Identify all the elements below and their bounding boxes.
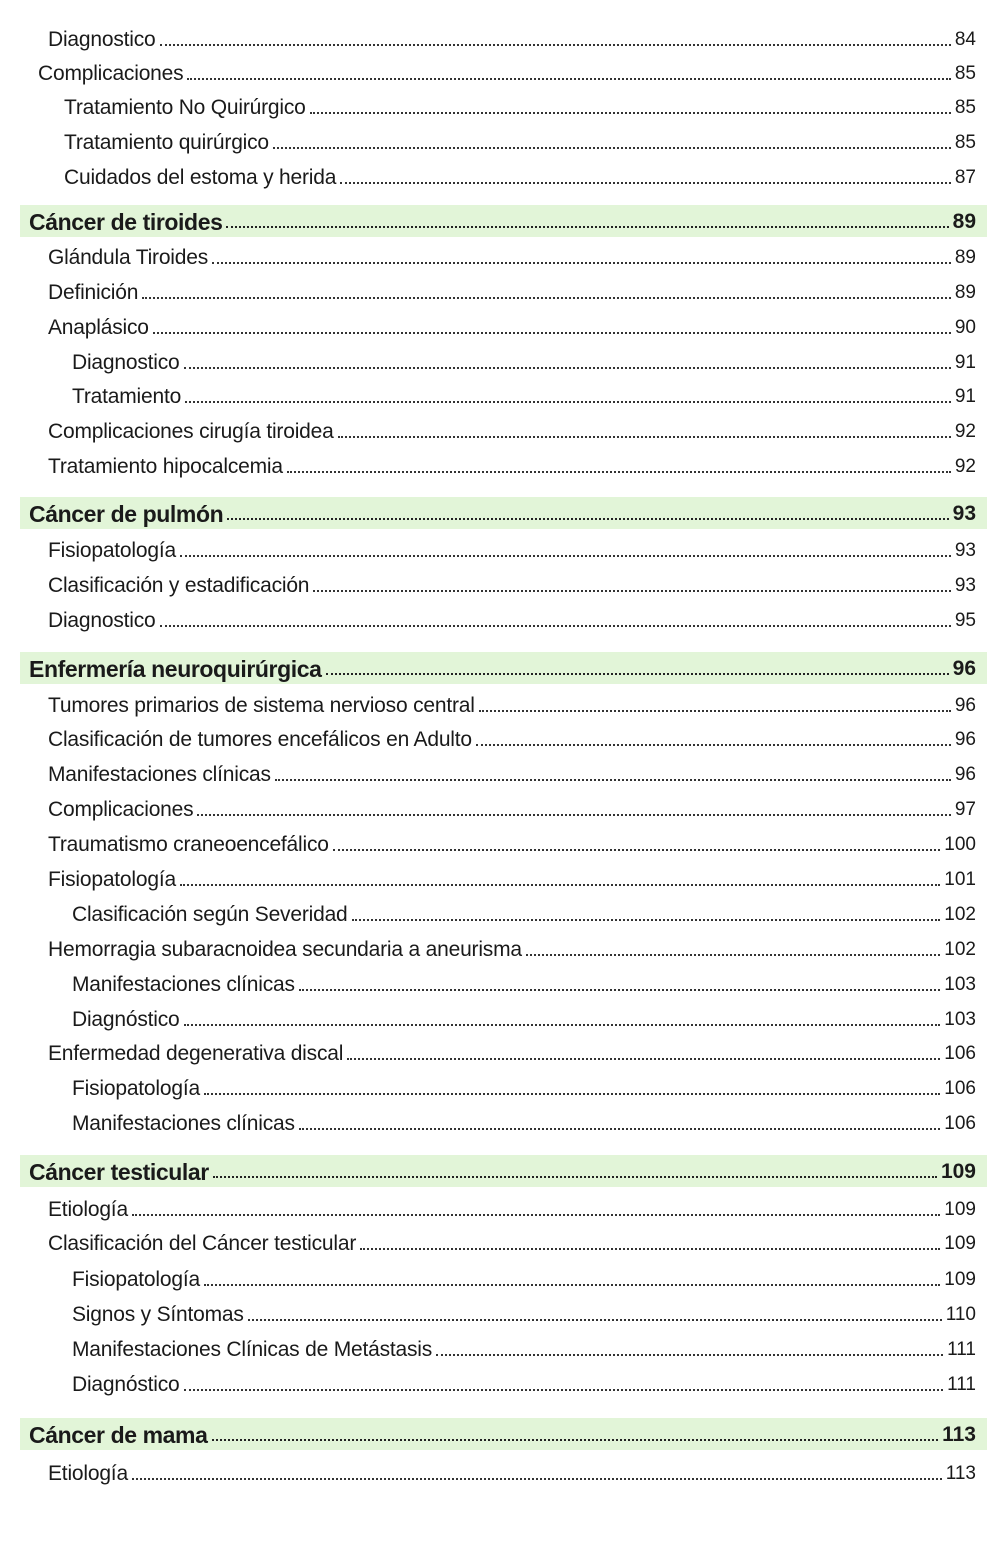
- toc-entry[interactable]: [0, 570, 1007, 602]
- toc-entry[interactable]: [0, 1458, 1007, 1490]
- toc-page-number: 102: [944, 904, 976, 925]
- dot-leader: [132, 1214, 940, 1216]
- toc-entry[interactable]: [0, 127, 1007, 159]
- toc-entry[interactable]: [0, 451, 1007, 483]
- toc-page-number: 93: [954, 540, 976, 561]
- toc-entry[interactable]: [0, 690, 1007, 722]
- toc-page-number: 109: [944, 1233, 976, 1254]
- dot-leader: [326, 673, 949, 675]
- toc-page-number: 91: [954, 386, 976, 407]
- toc-page-number: 101: [944, 869, 976, 890]
- toc-entry[interactable]: [0, 1194, 1007, 1226]
- dot-leader: [275, 779, 951, 781]
- toc-entry[interactable]: [0, 1108, 1007, 1140]
- toc-entry-title: Manifestaciones Clínicas de Metástasis: [72, 1338, 433, 1361]
- dot-leader: [299, 989, 940, 991]
- dot-leader: [526, 954, 940, 956]
- toc-page-number: 111: [947, 1339, 976, 1360]
- toc-page-number: 95: [954, 610, 976, 631]
- toc-page-number: 103: [944, 1009, 976, 1030]
- toc-entry-title: Cuidados del estoma y herida: [64, 166, 337, 189]
- toc-page-number: 113: [945, 1463, 976, 1484]
- toc-page-number: 113: [942, 1423, 976, 1446]
- toc-entry[interactable]: [0, 92, 1007, 124]
- toc-page-number: 109: [944, 1269, 976, 1290]
- toc-page-number: 96: [954, 764, 976, 785]
- dot-leader: [347, 1058, 940, 1060]
- dot-leader: [340, 182, 951, 184]
- toc-entry-title: Complicaciones: [38, 62, 184, 85]
- toc-page-number: 110: [945, 1304, 976, 1325]
- toc-page-number: 85: [954, 132, 976, 153]
- dot-leader: [212, 1439, 939, 1441]
- toc-entry-title: Tumores primarios de sistema nervioso central: [48, 694, 475, 717]
- toc-entry-title: Clasificación y estadificación: [48, 574, 310, 597]
- dot-leader: [273, 147, 951, 149]
- dot-leader: [142, 297, 951, 299]
- toc-entry-title: Manifestaciones clínicas: [72, 1112, 295, 1135]
- toc-entry-title: Fisiopatología: [48, 539, 176, 562]
- toc-entry[interactable]: [0, 162, 1007, 194]
- toc-entry[interactable]: [0, 1264, 1007, 1296]
- toc-entry-title: Cáncer de pulmón: [29, 501, 224, 527]
- toc-page-number: 111: [947, 1374, 976, 1395]
- toc-entry[interactable]: [0, 1299, 1007, 1331]
- dot-leader: [479, 710, 951, 712]
- dot-leader: [333, 849, 941, 851]
- toc-page-number: 90: [954, 317, 976, 338]
- toc-page-number: 92: [954, 421, 976, 442]
- toc-entry-title: Clasificación de tumores encefálicos en Adulto: [48, 728, 472, 751]
- dot-leader: [287, 471, 951, 473]
- dot-leader: [204, 1284, 940, 1286]
- toc-entry-title: Complicaciones cirugía tiroidea: [48, 420, 334, 443]
- dot-leader: [180, 884, 940, 886]
- toc-page-number: 89: [954, 282, 976, 303]
- toc-entry[interactable]: [0, 1073, 1007, 1105]
- toc-entry-title: Diagnostico: [48, 609, 156, 632]
- toc-entry-title: Tratamiento No Quirúrgico: [64, 96, 306, 119]
- toc-entry[interactable]: [0, 381, 1007, 413]
- dot-leader: [226, 226, 948, 228]
- toc-entry-title: Traumatismo craneoencefálico: [48, 833, 329, 856]
- dot-leader: [227, 518, 948, 520]
- toc-entry-title: Cáncer de mama: [29, 1422, 208, 1448]
- toc-entry-title: Clasificación del Cáncer testicular: [48, 1232, 357, 1255]
- toc-entry[interactable]: [0, 277, 1007, 309]
- toc-entry[interactable]: [0, 312, 1007, 344]
- toc-entry-title: Definición: [48, 281, 139, 304]
- toc-entry[interactable]: [0, 759, 1007, 791]
- toc-entry-title: Signos y Síntomas: [72, 1303, 244, 1326]
- toc-entry-title: Tratamiento: [72, 385, 182, 408]
- dot-leader: [213, 1176, 937, 1178]
- toc-entry-title: Diagnostico: [48, 28, 156, 51]
- dot-leader: [153, 332, 951, 334]
- toc-entry[interactable]: [0, 535, 1007, 567]
- toc-entry-title: Etiología: [48, 1198, 128, 1221]
- toc-page-number: 96: [952, 657, 976, 680]
- toc-entry[interactable]: [0, 605, 1007, 637]
- toc-entry[interactable]: [0, 58, 1007, 90]
- toc-entry-title: Manifestaciones clínicas: [48, 763, 271, 786]
- toc-page-number: 85: [954, 63, 976, 84]
- toc-entry[interactable]: [0, 724, 1007, 756]
- toc-entry-title: Clasificación según Severidad: [72, 903, 348, 926]
- toc-page-number: 102: [944, 939, 976, 960]
- dot-leader: [187, 78, 950, 80]
- toc-page-number: 106: [944, 1078, 976, 1099]
- toc-chapter-heading[interactable]: [20, 497, 987, 529]
- toc-chapter-heading[interactable]: [20, 652, 987, 684]
- toc-entry-title: Fisiopatología: [72, 1268, 200, 1291]
- dot-leader: [184, 1389, 944, 1391]
- dot-leader: [184, 1024, 941, 1026]
- toc-page-number: 96: [954, 695, 976, 716]
- toc-entry-title: Manifestaciones clínicas: [72, 973, 295, 996]
- toc-chapter-heading[interactable]: [20, 1418, 987, 1450]
- toc-page-number: 96: [954, 729, 976, 750]
- toc-page-number: 106: [944, 1043, 976, 1064]
- toc-entry-title: Complicaciones: [48, 798, 194, 821]
- toc-entry-title: Cáncer testicular: [29, 1159, 209, 1185]
- toc-entry-title: Fisiopatología: [72, 1077, 200, 1100]
- toc-entry-title: Tratamiento hipocalcemia: [48, 455, 283, 478]
- toc-entry[interactable]: [0, 416, 1007, 448]
- dot-leader: [184, 367, 951, 369]
- toc-chapter-heading[interactable]: [20, 205, 987, 237]
- dot-leader: [338, 436, 951, 438]
- toc-page-number: 87: [954, 167, 976, 188]
- toc-page-number: 109: [944, 1199, 976, 1220]
- toc-entry[interactable]: [0, 1228, 1007, 1260]
- dot-leader: [197, 814, 950, 816]
- toc-entry[interactable]: [0, 242, 1007, 274]
- toc-entry-title: Glándula Tiroides: [48, 246, 209, 269]
- toc-entry-title: Etiología: [48, 1462, 128, 1485]
- dot-leader: [204, 1093, 940, 1095]
- toc-page-number: 89: [954, 247, 976, 268]
- dot-leader: [212, 262, 951, 264]
- toc-chapter-heading[interactable]: [20, 1155, 987, 1187]
- dot-leader: [360, 1248, 940, 1250]
- dot-leader: [160, 625, 951, 627]
- toc-entry-title: Diagnóstico: [72, 1373, 180, 1396]
- toc-page-number: 85: [954, 97, 976, 118]
- toc-page-number: 103: [944, 974, 976, 995]
- dot-leader: [132, 1478, 942, 1480]
- toc-entry[interactable]: [0, 899, 1007, 931]
- toc-page-number: 89: [952, 210, 976, 233]
- toc-entry-title: Tratamiento quirúrgico: [64, 131, 269, 154]
- toc-entry-title: Diagnostico: [72, 351, 180, 374]
- dot-leader: [310, 112, 951, 114]
- toc-entry[interactable]: [0, 969, 1007, 1001]
- toc-page-number: 91: [954, 352, 976, 373]
- toc-entry-title: Hemorragia subaracnoidea secundaria a aneurisma: [48, 938, 522, 961]
- dot-leader: [180, 555, 951, 557]
- toc-entry[interactable]: [0, 864, 1007, 896]
- toc-entry-title: Diagnóstico: [72, 1008, 180, 1031]
- dot-leader: [313, 590, 951, 592]
- dot-leader: [248, 1319, 942, 1321]
- toc-entry[interactable]: [0, 347, 1007, 379]
- dot-leader: [436, 1354, 943, 1356]
- toc-page-number: 106: [944, 1113, 976, 1134]
- dot-leader: [299, 1128, 940, 1130]
- dot-leader: [160, 44, 951, 46]
- toc-entry[interactable]: [0, 24, 1007, 56]
- toc-entry[interactable]: [0, 1004, 1007, 1036]
- toc-page-number: 97: [954, 799, 976, 820]
- toc-entry-title: Enfermería neuroquirúrgica: [29, 656, 322, 682]
- toc-page-number: 109: [940, 1160, 976, 1183]
- dot-leader: [185, 401, 951, 403]
- toc-page-number: 92: [954, 456, 976, 477]
- toc-entry-title: Anaplásico: [48, 316, 149, 339]
- toc-entry-title: Fisiopatología: [48, 868, 176, 891]
- toc-page-number: 84: [954, 29, 976, 50]
- toc-entry-title: Enfermedad degenerativa discal: [48, 1042, 344, 1065]
- dot-leader: [476, 744, 951, 746]
- toc-entry[interactable]: [0, 794, 1007, 826]
- toc-entry[interactable]: [0, 1369, 1007, 1401]
- toc-entry-title: Cáncer de tiroides: [29, 209, 223, 235]
- toc-entry[interactable]: [0, 1334, 1007, 1366]
- toc-page-number: 93: [952, 502, 976, 525]
- toc-entry[interactable]: [0, 829, 1007, 861]
- toc-page-number: 93: [954, 575, 976, 596]
- toc-entry[interactable]: [0, 934, 1007, 966]
- toc-entry[interactable]: [0, 1038, 1007, 1070]
- dot-leader: [352, 919, 941, 921]
- toc-page-number: 100: [944, 834, 976, 855]
